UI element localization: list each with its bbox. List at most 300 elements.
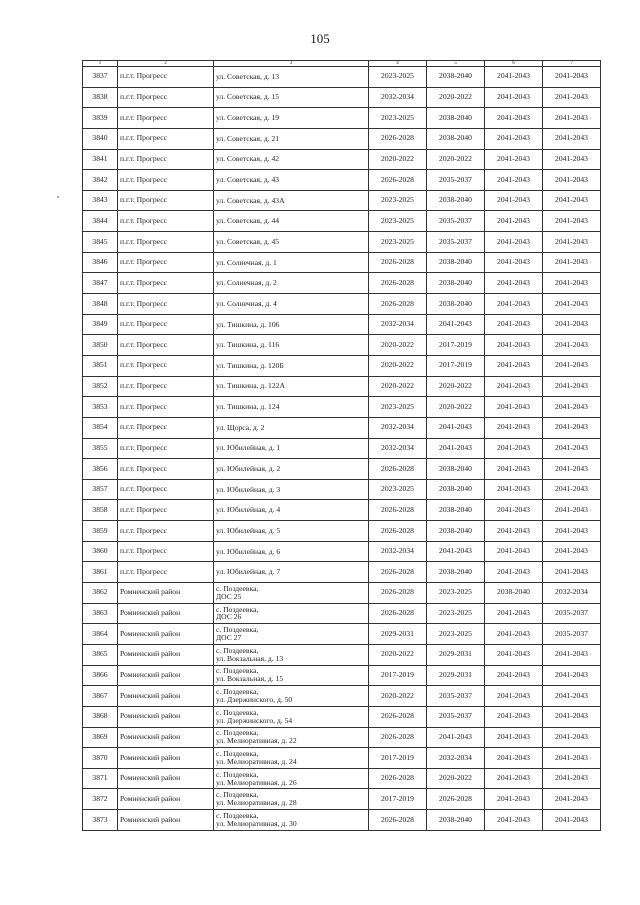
- table-row: [83, 273, 601, 294]
- table-row: [83, 87, 601, 108]
- address-line: ДОС 25: [216, 591, 242, 601]
- address-cell: [214, 459, 369, 480]
- locality-cell: п.г.т. Прогресс: [118, 67, 214, 88]
- address-line: с. Поздеевка,: [216, 707, 259, 717]
- period-cell-col6: 2041-2043: [485, 686, 543, 707]
- period-cell-col4: 2026-2028: [369, 128, 427, 149]
- address-line: ул. Советская, д. 21: [216, 133, 280, 143]
- locality-cell: Ромненский район: [118, 603, 214, 624]
- period-cell-col5: 2020-2022: [427, 87, 485, 108]
- locality-cell: п.г.т. Прогресс: [118, 562, 214, 583]
- row-number-cell: 3842: [83, 170, 118, 191]
- address-cell: [214, 149, 369, 170]
- period-cell-col4: 2023-2025: [369, 67, 427, 88]
- locality-cell: п.г.т. Прогресс: [118, 314, 214, 335]
- period-cell-col4: 2023-2025: [369, 108, 427, 129]
- address-line: с. Поздеевка,: [216, 769, 259, 779]
- period-cell-col6: 2041-2043: [485, 397, 543, 418]
- address-cell: [214, 438, 369, 459]
- row-number-cell: 3847: [83, 273, 118, 294]
- address-cell: [214, 294, 369, 315]
- table-row: [83, 789, 601, 810]
- address-cell: [214, 644, 369, 665]
- period-cell-col5: 2041-2043: [427, 417, 485, 438]
- period-cell-col7: 2041-2043: [543, 768, 601, 789]
- table-row: [83, 232, 601, 253]
- table-row: [83, 355, 601, 376]
- address-line: ул. Тишкина, д. 120Б: [216, 360, 284, 370]
- address-line: с. Поздеевка,: [216, 687, 259, 697]
- address-line: с. Поздеевка,: [216, 625, 259, 635]
- address-cell: [214, 479, 369, 500]
- period-cell-col6: 2041-2043: [485, 521, 543, 542]
- address-cell: [214, 211, 369, 232]
- address-line: ул. Советская, д. 43А: [216, 195, 285, 205]
- address-line: с. Поздеевка,: [216, 748, 259, 758]
- period-cell-col5: 2041-2043: [427, 727, 485, 748]
- row-number-cell: 3861: [83, 562, 118, 583]
- row-number-cell: 3849: [83, 314, 118, 335]
- address-line: ул. Солнечная, д. 1: [216, 257, 277, 267]
- period-cell-col7: 2041-2043: [543, 541, 601, 562]
- table-row: [83, 541, 601, 562]
- locality-cell: п.г.т. Прогресс: [118, 128, 214, 149]
- period-cell-col6: 2041-2043: [485, 211, 543, 232]
- row-number-cell: 3852: [83, 376, 118, 397]
- table-row: [83, 768, 601, 789]
- address-cell: [214, 252, 369, 273]
- period-cell-col6: 2041-2043: [485, 170, 543, 191]
- period-cell-col5: 2038-2040: [427, 190, 485, 211]
- scan-speck: [57, 196, 59, 198]
- period-cell-col6: 2041-2043: [485, 294, 543, 315]
- table-row: [83, 686, 601, 707]
- locality-cell: п.г.т. Прогресс: [118, 190, 214, 211]
- period-cell-col7: 2041-2043: [543, 438, 601, 459]
- period-cell-col4: 2032-2034: [369, 87, 427, 108]
- row-number-cell: 3870: [83, 748, 118, 769]
- period-cell-col7: 2041-2043: [543, 479, 601, 500]
- period-cell-col6: 2041-2043: [485, 149, 543, 170]
- row-number-cell: 3854: [83, 417, 118, 438]
- table-row: [83, 170, 601, 191]
- period-cell-col6: 2041-2043: [485, 789, 543, 810]
- period-cell-col5: 2020-2022: [427, 149, 485, 170]
- row-number-cell: 3873: [83, 810, 118, 831]
- locality-cell: п.г.т. Прогресс: [118, 108, 214, 129]
- address-line: ул. Тишкина, д. 116: [216, 340, 280, 350]
- address-line: ул. Юбилейная, д. 2: [216, 464, 281, 473]
- locality-cell: п.г.т. Прогресс: [118, 273, 214, 294]
- address-cell: [214, 397, 369, 418]
- period-cell-col5: 2038-2040: [427, 67, 485, 88]
- period-cell-col6: 2041-2043: [485, 355, 543, 376]
- row-number-cell: 3869: [83, 727, 118, 748]
- address-line: ул. Вокзальная, д. 15: [216, 674, 284, 684]
- period-cell-col7: 2041-2043: [543, 417, 601, 438]
- period-cell-col4: 2020-2022: [369, 644, 427, 665]
- period-cell-col6: 2041-2043: [485, 273, 543, 294]
- address-line: с. Поздеевка,: [216, 645, 259, 655]
- row-number-cell: 3863: [83, 603, 118, 624]
- period-cell-col6: 2041-2043: [485, 748, 543, 769]
- period-cell-col5: 2035-2037: [427, 170, 485, 191]
- address-cell: [214, 562, 369, 583]
- column-header-1: 1: [83, 61, 118, 67]
- period-cell-col6: 2041-2043: [485, 417, 543, 438]
- address-cell: [214, 727, 369, 748]
- row-number-cell: 3865: [83, 644, 118, 665]
- period-cell-col4: 2026-2028: [369, 500, 427, 521]
- period-cell-col5: 2041-2043: [427, 314, 485, 335]
- table-row: [83, 314, 601, 335]
- table-row: [83, 500, 601, 521]
- address-cell: [214, 686, 369, 707]
- period-cell-col4: 2032-2034: [369, 541, 427, 562]
- row-number-cell: 3853: [83, 397, 118, 418]
- locality-cell: Ромненский район: [118, 810, 214, 831]
- period-cell-col5: 2038-2040: [427, 562, 485, 583]
- period-cell-col7: 2041-2043: [543, 397, 601, 418]
- period-cell-col5: 2032-2034: [427, 748, 485, 769]
- locality-cell: Ромненский район: [118, 624, 214, 645]
- address-cell: [214, 314, 369, 335]
- period-cell-col4: 2020-2022: [369, 335, 427, 356]
- locality-cell: п.г.т. Прогресс: [118, 87, 214, 108]
- period-cell-col7: 2041-2043: [543, 314, 601, 335]
- table-row: [83, 562, 601, 583]
- locality-cell: Ромненский район: [118, 686, 214, 707]
- period-cell-col6: 2041-2043: [485, 67, 543, 88]
- period-cell-col7: 2041-2043: [543, 67, 601, 88]
- period-cell-col6: 2041-2043: [485, 314, 543, 335]
- period-cell-col7: 2035-2037: [543, 624, 601, 645]
- locality-cell: п.г.т. Прогресс: [118, 355, 214, 376]
- row-number-cell: 3867: [83, 686, 118, 707]
- row-number-cell: 3858: [83, 500, 118, 521]
- period-cell-col5: 2020-2022: [427, 376, 485, 397]
- period-cell-col5: 2035-2037: [427, 706, 485, 727]
- address-cell: [214, 748, 369, 769]
- row-number-cell: 3856: [83, 459, 118, 480]
- row-number-cell: 3843: [83, 190, 118, 211]
- table-row: [83, 128, 601, 149]
- period-cell-col4: 2026-2028: [369, 252, 427, 273]
- period-cell-col5: 2020-2022: [427, 768, 485, 789]
- period-cell-col5: 2038-2040: [427, 479, 485, 500]
- period-cell-col4: 2026-2028: [369, 603, 427, 624]
- locality-cell: п.г.т. Прогресс: [118, 232, 214, 253]
- period-cell-col4: 2020-2022: [369, 376, 427, 397]
- address-line: ул. Юбилейная, д. 3: [216, 484, 281, 494]
- period-cell-col5: 2023-2025: [427, 603, 485, 624]
- period-cell-col7: 2041-2043: [543, 211, 601, 232]
- period-cell-col6: 2041-2043: [485, 603, 543, 624]
- row-number-cell: 3871: [83, 768, 118, 789]
- period-cell-col5: 2029-2031: [427, 665, 485, 686]
- period-cell-col6: 2041-2043: [485, 128, 543, 149]
- period-cell-col4: 2026-2028: [369, 727, 427, 748]
- locality-cell: п.г.т. Прогресс: [118, 479, 214, 500]
- period-cell-col5: 2029-2031: [427, 644, 485, 665]
- column-header-2: 2: [118, 61, 214, 67]
- address-line: ул. Советская, д. 19: [216, 113, 280, 123]
- period-cell-col4: 2020-2022: [369, 686, 427, 707]
- period-cell-col6: 2038-2040: [485, 583, 543, 604]
- address-line: ул. Советская, д. 44: [216, 216, 280, 226]
- address-line: ул. Мелиоративная, д. 30: [216, 818, 297, 828]
- column-header-6: 6: [485, 61, 543, 67]
- period-cell-col5: 2041-2043: [427, 541, 485, 562]
- period-cell-col4: 2032-2034: [369, 417, 427, 438]
- period-cell-col6: 2041-2043: [485, 624, 543, 645]
- period-cell-col5: 2023-2025: [427, 583, 485, 604]
- address-cell: [214, 273, 369, 294]
- row-number-cell: 3872: [83, 789, 118, 810]
- address-line: ул. Солнечная, д. 2: [216, 278, 277, 288]
- table-row: [83, 706, 601, 727]
- period-cell-col4: 2032-2034: [369, 438, 427, 459]
- address-line: с. Поздеевка,: [216, 728, 259, 738]
- address-cell: [214, 170, 369, 191]
- period-cell-col7: 2041-2043: [543, 128, 601, 149]
- locality-cell: Ромненский район: [118, 748, 214, 769]
- row-number-cell: 3844: [83, 211, 118, 232]
- locality-cell: п.г.т. Прогресс: [118, 500, 214, 521]
- address-line: ул. Тишкина, д. 122А: [216, 381, 285, 391]
- table-row: [83, 438, 601, 459]
- period-cell-col7: 2041-2043: [543, 273, 601, 294]
- period-cell-col6: 2041-2043: [485, 438, 543, 459]
- period-cell-col4: 2017-2019: [369, 665, 427, 686]
- period-cell-col7: 2041-2043: [543, 149, 601, 170]
- period-cell-col6: 2041-2043: [485, 810, 543, 831]
- table-row: [83, 376, 601, 397]
- locality-cell: Ромненский район: [118, 665, 214, 686]
- address-cell: [214, 376, 369, 397]
- period-cell-col4: 2026-2028: [369, 521, 427, 542]
- row-number-cell: 3845: [83, 232, 118, 253]
- locality-cell: п.г.т. Прогресс: [118, 459, 214, 480]
- address-cell: [214, 355, 369, 376]
- table-row: [83, 211, 601, 232]
- address-line: ул. Юбилейная, д. 6: [216, 546, 281, 556]
- page-number: 105: [310, 31, 330, 46]
- table-row: [83, 624, 601, 645]
- period-cell-col4: 2023-2025: [369, 232, 427, 253]
- row-number-cell: 3855: [83, 438, 118, 459]
- row-number-cell: 3839: [83, 108, 118, 129]
- period-cell-col4: 2029-2031: [369, 624, 427, 645]
- period-cell-col7: 2041-2043: [543, 500, 601, 521]
- address-cell: [214, 232, 369, 253]
- period-cell-col5: 2038-2040: [427, 521, 485, 542]
- row-number-cell: 3862: [83, 583, 118, 604]
- address-line: ул. Советская, д. 42: [216, 154, 280, 164]
- locality-cell: Ромненский район: [118, 789, 214, 810]
- address-line: ул. Советская, д. 15: [216, 92, 280, 102]
- address-cell: [214, 190, 369, 211]
- period-cell-col4: 2023-2025: [369, 479, 427, 500]
- row-number-cell: 3864: [83, 624, 118, 645]
- period-cell-col6: 2041-2043: [485, 252, 543, 273]
- table-row: [83, 67, 601, 88]
- address-line: ул. Дзержинского, д. 54: [216, 715, 293, 725]
- address-line: ул. Юбилейная, д. 5: [216, 525, 281, 535]
- address-line: с. Поздеевка,: [216, 604, 259, 614]
- period-cell-col6: 2041-2043: [485, 459, 543, 480]
- period-cell-col7: 2041-2043: [543, 665, 601, 686]
- address-cell: [214, 108, 369, 129]
- period-cell-col4: 2023-2025: [369, 190, 427, 211]
- table-row: [83, 810, 601, 831]
- table-row: [83, 294, 601, 315]
- table-row: [83, 149, 601, 170]
- address-cell: [214, 706, 369, 727]
- column-header-3: 3: [214, 61, 369, 67]
- address-line: ул. Юбилейная, д. 4: [216, 505, 281, 515]
- period-cell-col7: 2041-2043: [543, 232, 601, 253]
- register-table: [82, 60, 601, 831]
- period-cell-col6: 2041-2043: [485, 768, 543, 789]
- period-cell-col5: 2035-2037: [427, 232, 485, 253]
- period-cell-col7: 2032-2034: [543, 583, 601, 604]
- period-cell-col5: 2038-2040: [427, 252, 485, 273]
- period-cell-col5: 2038-2040: [427, 459, 485, 480]
- address-line: ул. Дзержинского, д. 50: [216, 695, 293, 705]
- period-cell-col7: 2041-2043: [543, 170, 601, 191]
- address-line: ул. Юбилейная, д. 7: [216, 567, 281, 577]
- table-row: [83, 252, 601, 273]
- table-row: [83, 603, 601, 624]
- period-cell-col7: 2041-2043: [543, 686, 601, 707]
- address-line: ул. Щорса, д. 2: [216, 422, 265, 432]
- table-row: [83, 748, 601, 769]
- address-line: ул. Тишкина, д. 106: [216, 319, 280, 329]
- address-line: ул. Вокзальная, д. 13: [216, 653, 284, 663]
- address-line: ул. Советская, д. 43: [216, 175, 280, 185]
- table-row: [83, 335, 601, 356]
- period-cell-col6: 2041-2043: [485, 727, 543, 748]
- period-cell-col6: 2041-2043: [485, 335, 543, 356]
- address-cell: [214, 541, 369, 562]
- locality-cell: п.г.т. Прогресс: [118, 294, 214, 315]
- period-cell-col6: 2041-2043: [485, 644, 543, 665]
- address-line: с. Поздеевка,: [216, 810, 259, 820]
- period-cell-col6: 2041-2043: [485, 500, 543, 521]
- address-cell: [214, 417, 369, 438]
- address-line: ул. Советская, д. 13: [216, 71, 280, 81]
- row-number-cell: 3868: [83, 706, 118, 727]
- row-number-cell: 3841: [83, 149, 118, 170]
- period-cell-col4: 2026-2028: [369, 294, 427, 315]
- table-row: [83, 521, 601, 542]
- row-number-cell: 3860: [83, 541, 118, 562]
- address-line: ул. Солнечная, д. 4: [216, 298, 277, 308]
- period-cell-col7: 2041-2043: [543, 190, 601, 211]
- address-cell: [214, 87, 369, 108]
- locality-cell: п.г.т. Прогресс: [118, 170, 214, 191]
- table-row: [83, 644, 601, 665]
- table-row: [83, 583, 601, 604]
- locality-cell: Ромненский район: [118, 727, 214, 748]
- period-cell-col5: 2026-2028: [427, 789, 485, 810]
- period-cell-col7: 2041-2043: [543, 521, 601, 542]
- address-cell: [214, 624, 369, 645]
- row-number-cell: 3859: [83, 521, 118, 542]
- period-cell-col6: 2041-2043: [485, 376, 543, 397]
- period-cell-col4: 2020-2022: [369, 149, 427, 170]
- address-cell: [214, 500, 369, 521]
- period-cell-col4: 2026-2028: [369, 810, 427, 831]
- locality-cell: п.г.т. Прогресс: [118, 252, 214, 273]
- locality-cell: п.г.т. Прогресс: [118, 211, 214, 232]
- period-cell-col5: 2035-2037: [427, 686, 485, 707]
- period-cell-col7: 2041-2043: [543, 789, 601, 810]
- period-cell-col7: 2041-2043: [543, 355, 601, 376]
- locality-cell: п.г.т. Прогресс: [118, 417, 214, 438]
- period-cell-col4: 2017-2019: [369, 789, 427, 810]
- address-line: с. Поздеевка,: [216, 666, 259, 676]
- table-row: [83, 190, 601, 211]
- period-cell-col4: 2023-2025: [369, 397, 427, 418]
- address-cell: [214, 521, 369, 542]
- locality-cell: п.г.т. Прогресс: [118, 397, 214, 418]
- locality-cell: п.г.т. Прогресс: [118, 438, 214, 459]
- row-number-cell: 3837: [83, 67, 118, 88]
- period-cell-col7: 2041-2043: [543, 252, 601, 273]
- row-number-cell: 3848: [83, 294, 118, 315]
- period-cell-col5: 2038-2040: [427, 294, 485, 315]
- address-line: ул. Мелиоративная, д. 28: [216, 798, 297, 808]
- period-cell-col6: 2041-2043: [485, 479, 543, 500]
- table-row: [83, 727, 601, 748]
- address-line: ДОС 27: [216, 633, 242, 643]
- period-cell-col6: 2041-2043: [485, 665, 543, 686]
- locality-cell: п.г.т. Прогресс: [118, 376, 214, 397]
- address-line: с. Поздеевка,: [216, 583, 259, 593]
- period-cell-col7: 2041-2043: [543, 810, 601, 831]
- table-row: [83, 479, 601, 500]
- address-line: ул. Советская, д. 45: [216, 236, 280, 246]
- period-cell-col5: 2038-2040: [427, 810, 485, 831]
- address-cell: [214, 583, 369, 604]
- period-cell-col5: 2020-2022: [427, 397, 485, 418]
- period-cell-col5: 2038-2040: [427, 273, 485, 294]
- address-line: ул. Мелиоративная, д. 26: [216, 777, 297, 787]
- column-header-4: 4: [369, 61, 427, 67]
- period-cell-col4: 2026-2028: [369, 706, 427, 727]
- period-cell-col5: 2041-2043: [427, 438, 485, 459]
- period-cell-col4: 2026-2028: [369, 583, 427, 604]
- row-number-cell: 3840: [83, 128, 118, 149]
- period-cell-col4: 2026-2028: [369, 459, 427, 480]
- period-cell-col4: 2020-2022: [369, 355, 427, 376]
- period-cell-col7: 2041-2043: [543, 727, 601, 748]
- table-body: [83, 67, 601, 831]
- locality-cell: Ромненский район: [118, 706, 214, 727]
- row-number-cell: 3850: [83, 335, 118, 356]
- locality-cell: Ромненский район: [118, 644, 214, 665]
- period-cell-col7: 2041-2043: [543, 108, 601, 129]
- period-cell-col7: 2041-2043: [543, 376, 601, 397]
- row-number-cell: 3851: [83, 355, 118, 376]
- period-cell-col4: 2026-2028: [369, 562, 427, 583]
- period-cell-col7: 2041-2043: [543, 294, 601, 315]
- period-cell-col5: 2038-2040: [427, 500, 485, 521]
- row-number-cell: 3866: [83, 665, 118, 686]
- address-cell: [214, 67, 369, 88]
